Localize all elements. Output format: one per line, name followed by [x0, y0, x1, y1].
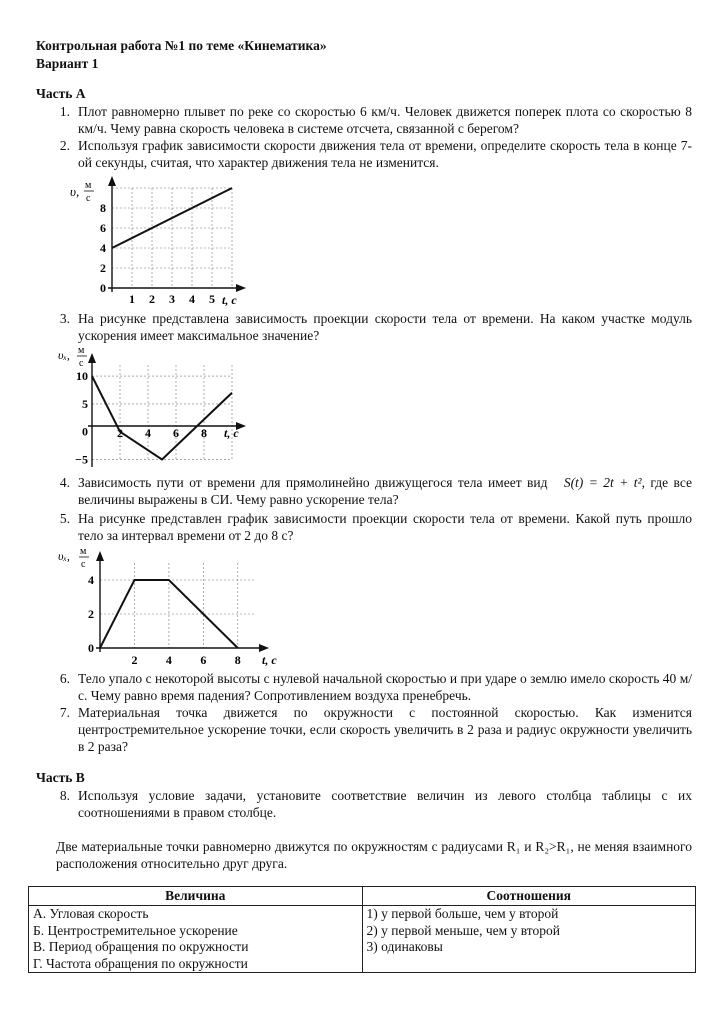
formula: S(t) = 2t + t²: [563, 475, 642, 490]
question-text: Используя график зависимости скорости движения тела от времени, определите скорость тела в конце 7-ой секунды, считая, что характер движения тела не изменится.: [78, 138, 692, 170]
x-tick-label: 2: [149, 292, 155, 306]
x-tick-label: 4: [189, 292, 195, 306]
variant-label: Вариант 1: [36, 56, 99, 71]
question-number: 4.: [59, 475, 70, 490]
y-tick-label: 8: [100, 201, 106, 215]
relation-cell: [362, 956, 696, 973]
quantity-cell: Г. Частота обращения по окружности: [29, 956, 363, 973]
y-axis-unit-bottom: с: [86, 193, 91, 204]
question-number: 1.: [59, 104, 70, 119]
question-number: 2.: [59, 138, 70, 153]
question-text: Материальная точка движется по окружности с постоянной скоростью. Как изменится центростремительное ускорение точки, если скорость увеличить в 2 раза и радиус окружности увеличить в 2 раза?: [78, 705, 692, 754]
table-row: [29, 923, 696, 940]
chart-series: [92, 376, 232, 459]
y-axis-label: υₓ,: [58, 549, 70, 563]
y-axis-arrow: [96, 551, 104, 561]
x-tick-label: 6: [200, 653, 207, 667]
question-1: [56, 103, 692, 137]
y-axis-unit-top: м: [80, 546, 87, 557]
y-tick-label: 6: [100, 221, 106, 235]
table-header-row: [29, 887, 696, 906]
question-text-before: Зависимость пути от времени для прямолинейно движущегося тела имеет вид: [78, 475, 548, 490]
relation-cell: 3) одинаковы: [362, 939, 696, 956]
y-tick-label: 2: [88, 607, 94, 621]
y-tick-label: −5: [75, 452, 88, 467]
chart-grid: [100, 563, 255, 648]
column-header-quantity: Величина: [29, 887, 363, 906]
quantity-cell: А. Угловая скорость: [29, 906, 363, 923]
question-8: [56, 787, 692, 821]
question-2: [56, 137, 692, 171]
x-axis-label: t, с: [224, 426, 239, 440]
column-header-relations: Соотношения: [362, 887, 696, 906]
question-text-after: , где все величины выражены в СИ. Чему равно ускорение тела?: [78, 475, 692, 507]
x-tick-label: 4: [165, 653, 172, 667]
question-text: На рисунке представлен график зависимости проекции скорости тела от времени. Какой путь прошло тело за интервал времени от 2 до 8 с?: [78, 511, 692, 543]
question-5: [56, 510, 692, 544]
question-number: 7.: [59, 705, 70, 720]
question-text: Тело упало с некоторой высоты с нулевой начальной скоростью и при ударе о землю имело скорость 40 м/с. Чему равно время падения? Сопротивлением воздуха пренебречь.: [78, 671, 692, 703]
chart-tick-labels: [100, 201, 215, 306]
x-axis-label: t, с: [222, 293, 237, 307]
y-axis-label: υₓ,: [58, 348, 70, 362]
velocity-graph-q2: [66, 176, 246, 308]
y-axis-unit-bottom: с: [79, 358, 84, 369]
y-tick-label: 0: [82, 424, 88, 439]
y-axis-label: υ,: [70, 184, 80, 199]
question-6: [56, 670, 692, 704]
y-axis-unit-top: м: [78, 345, 85, 356]
question-number: 3.: [59, 311, 70, 326]
part-a-heading: Часть А: [36, 86, 86, 101]
part-b-condition: Две материальные точки равномерно движутся по окружностям с радиусами R₁ и R₂>R₁, не меняя взаимного расположения относительно друг друга.: [56, 839, 692, 871]
y-tick-label: 4: [100, 241, 106, 255]
x-tick-label: 3: [169, 292, 175, 306]
matching-table: [28, 886, 696, 973]
y-tick-label: 4: [88, 573, 94, 587]
y-axis-unit-top: м: [85, 180, 92, 191]
question-number: 5.: [59, 511, 70, 526]
y-tick-label: 5: [82, 396, 88, 411]
question-text: Плот равномерно плывет по реке со скоростью 6 км/ч. Человек движется поперек плота со скоростью 8 км/ч. Чему равна скорость человека в системе отсчета, связанной с берегом?: [78, 104, 692, 136]
question-text: На рисунке представлена зависимость проекции скорости тела от времени. На каком участке модуль ускорения имеет максимальное значение?: [78, 311, 692, 343]
question-text: Используя условие задачи, установите соответствие величин из левого столбца таблицы с их соотношениями в правом столбце.: [78, 788, 692, 820]
velocity-projection-graph-q3: [56, 345, 246, 467]
quantity-cell: В. Период обращения по окружности: [29, 939, 363, 956]
question-text: [78, 474, 692, 508]
x-tick-label: 2: [131, 653, 138, 667]
y-axis-arrow: [108, 176, 116, 186]
x-tick-label: 6: [173, 426, 179, 440]
y-tick-label: 2: [100, 261, 106, 275]
question-3: [56, 310, 692, 344]
y-axis-unit-bottom: с: [81, 559, 86, 570]
velocity-projection-graph-q5: [56, 544, 286, 668]
x-tick-label: 4: [145, 426, 151, 440]
chart-axes: [96, 551, 269, 652]
chart-axes: [88, 353, 246, 467]
table-row: [29, 956, 696, 973]
y-tick-label: 10: [76, 369, 88, 384]
table-row: [29, 939, 696, 956]
chart-tick-labels: [88, 573, 241, 667]
x-tick-label: 2: [117, 426, 123, 440]
x-tick-label: 1: [129, 292, 135, 306]
y-tick-label: 0: [100, 281, 106, 295]
question-7: [56, 704, 692, 755]
question-number: 8.: [59, 788, 70, 803]
question-4: [56, 474, 692, 508]
x-axis-label: t, с: [262, 653, 277, 667]
question-number: 6.: [59, 671, 70, 686]
y-axis-arrow: [88, 353, 96, 363]
relation-cell: 1) у первой больше, чем у второй: [362, 906, 696, 923]
chart-axes: [108, 176, 246, 292]
x-axis-arrow: [259, 644, 269, 652]
x-tick-label: 8: [201, 426, 207, 440]
x-tick-label: 8: [234, 653, 241, 667]
table-row: [29, 906, 696, 923]
x-axis-arrow: [236, 284, 246, 292]
relation-cell: 2) у первой меньше, чем у второй: [362, 923, 696, 940]
part-b-heading: Часть В: [36, 770, 85, 785]
series-line: [92, 376, 232, 459]
document-title: Контрольная работа №1 по теме «Кинематика»: [36, 38, 327, 53]
quantity-cell: Б. Центростремительное ускорение: [29, 923, 363, 940]
y-tick-label: 0: [88, 641, 94, 655]
x-tick-label: 5: [209, 292, 215, 306]
